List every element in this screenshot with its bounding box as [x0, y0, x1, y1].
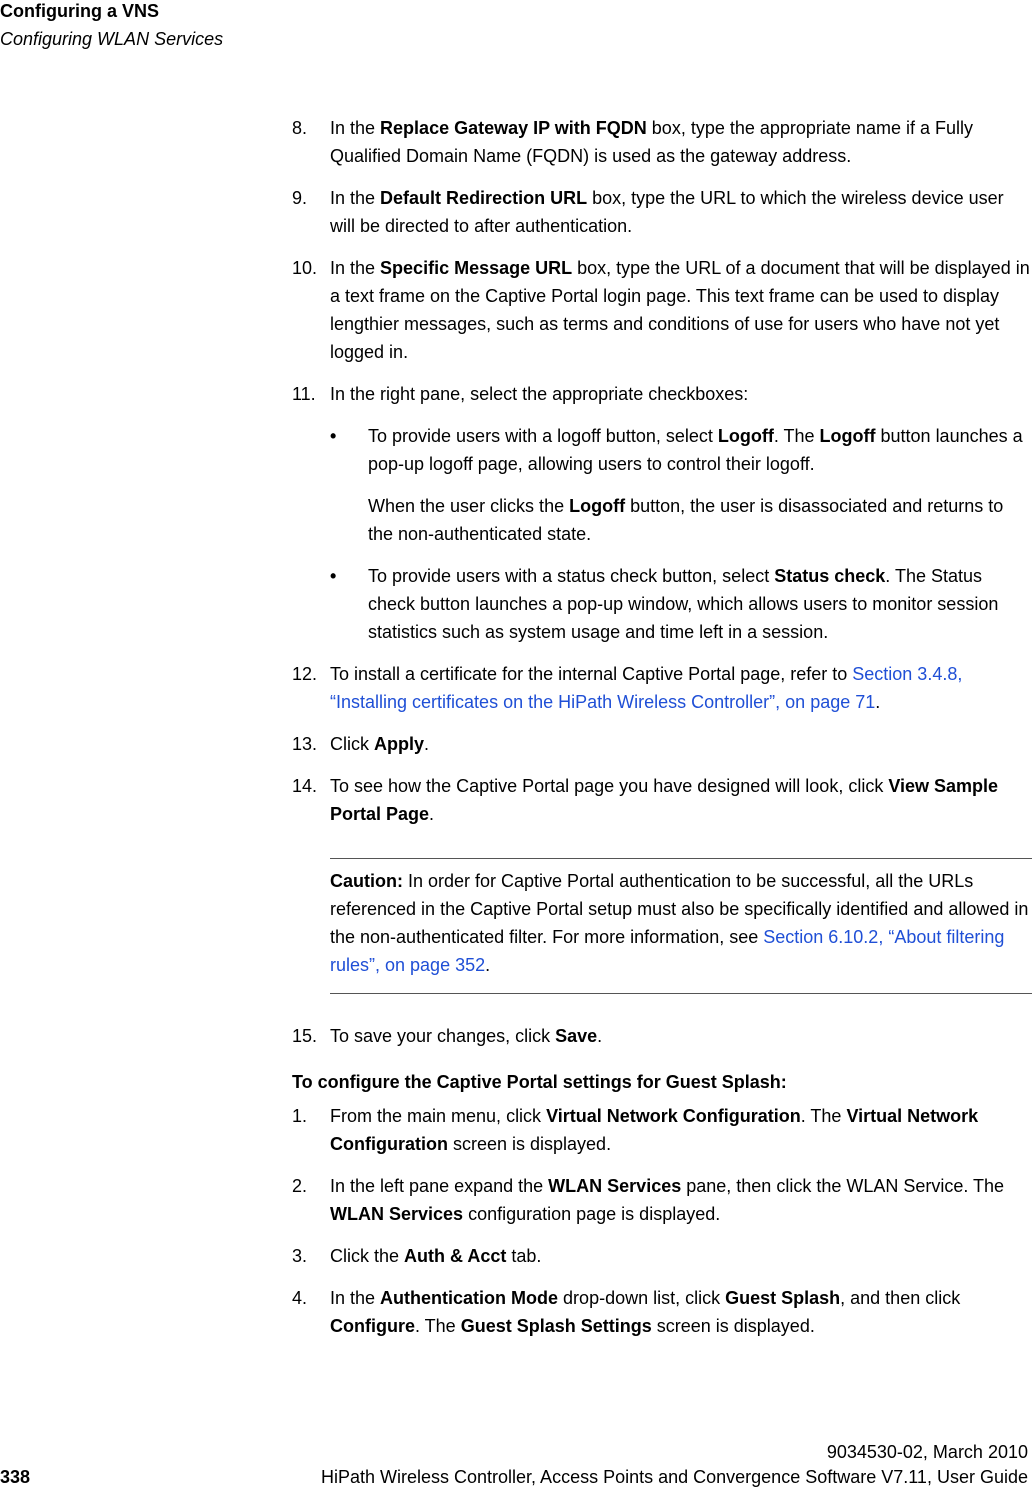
step-14: 14. To see how the Captive Portal page you have designed will look, click View Sample Portal Page.: [292, 772, 1032, 828]
step-number: 4.: [292, 1288, 308, 1308]
guest-step-2: 2. In the left pane expand the WLAN Services pane, then click the WLAN Service. The WLAN Services configuration page is displayed.: [292, 1172, 1032, 1228]
step-number: 12.: [292, 664, 318, 684]
guest-step-1: 1. From the main menu, click Virtual Network Configuration. The Virtual Network Configuration screen is displayed.: [292, 1102, 1032, 1158]
step-text: In the Default Redirection URL box, type the URL to which the wireless device user will be directed to after authentication.: [330, 188, 1004, 236]
logoff-note: When the user clicks the Logoff button, the user is disassociated and returns to the non-authenticated state.: [368, 496, 1004, 544]
step-number: 2.: [292, 1176, 308, 1196]
guide-title: HiPath Wireless Controller, Access Points and Convergence Software V7.11, User Guide: [320, 1467, 1028, 1487]
step-8: [292, 114, 1032, 170]
section-6-10-2-link[interactable]: Section 6.10.2, “About filtering rules”, on page 352: [330, 927, 1005, 975]
step-number: 8.: [292, 118, 308, 138]
caution-label: Caution:: [330, 871, 403, 891]
page-number: 338: [0, 1467, 31, 1487]
checkbox-bullet-list: [330, 422, 1032, 478]
step-15: 15. To save your changes, click Save.: [292, 1022, 1032, 1050]
step-number: 15.: [292, 1026, 318, 1046]
step-text: In the Replace Gateway IP with FQDN box, type the appropriate name if a Fully Qualified Domain Name (FQDN) is used as the gateway address.: [330, 118, 973, 166]
step-10: [292, 254, 1032, 366]
caution-box: Caution: In order for Captive Portal authentication to be successful, all the URLs referenced in the Captive Portal setup must also be specifically identified and allowed in the non-authenticated filter. For more information, see Section 6.10.2, “About filtering rules”, on page 352.: [330, 858, 1032, 994]
list-item-status-check: • To provide users with a status check button, select Status check. The Status check button launches a pop-up window, which allows users to monitor session statistics such as system usage and time left in a session.: [330, 562, 1032, 646]
chapter-title: Configuring a VNS: [0, 1, 159, 21]
doc-number: 9034530-02, March 2010: [826, 1442, 1028, 1462]
step-text: In the right pane, select the appropriate checkboxes:: [330, 384, 749, 404]
guest-step-3: 3. Click the Auth & Acct tab.: [292, 1242, 1032, 1270]
document-body: [292, 114, 1032, 1354]
step-number: 9.: [292, 188, 308, 208]
step-13: 13. Click Apply.: [292, 730, 1032, 758]
step-11: [292, 380, 1032, 408]
bullet-icon: •: [330, 566, 337, 586]
step-number: 13.: [292, 734, 318, 754]
step-number: 11.: [292, 384, 316, 404]
step-number: 10.: [292, 258, 318, 278]
step-9: [292, 184, 1032, 240]
section-3-4-8-link[interactable]: Section 3.4.8, “Installing certificates on the HiPath Wireless Controller”, on page 71: [330, 664, 963, 712]
bullet-icon: •: [330, 426, 337, 446]
step-number: 1.: [292, 1106, 308, 1126]
step-text: In the Specific Message URL box, type the URL of a document that will be displayed in a text frame on the Captive Portal login page. This text frame can be used to display lengthier messages, such as terms and conditions of use for users who have not yet logged in.: [330, 258, 1030, 362]
step-number: 14.: [292, 776, 318, 796]
section-title: Configuring WLAN Services: [0, 29, 224, 49]
step-12: 12. To install a certificate for the internal Captive Portal page, refer to Section 3.4.8, “Installing certificates on the HiPath Wireless Controller”, on page 71.: [292, 660, 1032, 716]
list-item-logoff: • To provide users with a logoff button, select Logoff. The Logoff button launches a pop-up logoff page, allowing users to control their logoff.: [330, 422, 1032, 478]
guest-step-4: 4. In the Authentication Mode drop-down list, click Guest Splash, and then click Configure. The Guest Splash Settings screen is displayed.: [292, 1284, 1032, 1340]
step-number: 3.: [292, 1246, 308, 1266]
procedure-heading: To configure the Captive Portal settings for Guest Splash:: [292, 1072, 787, 1092]
